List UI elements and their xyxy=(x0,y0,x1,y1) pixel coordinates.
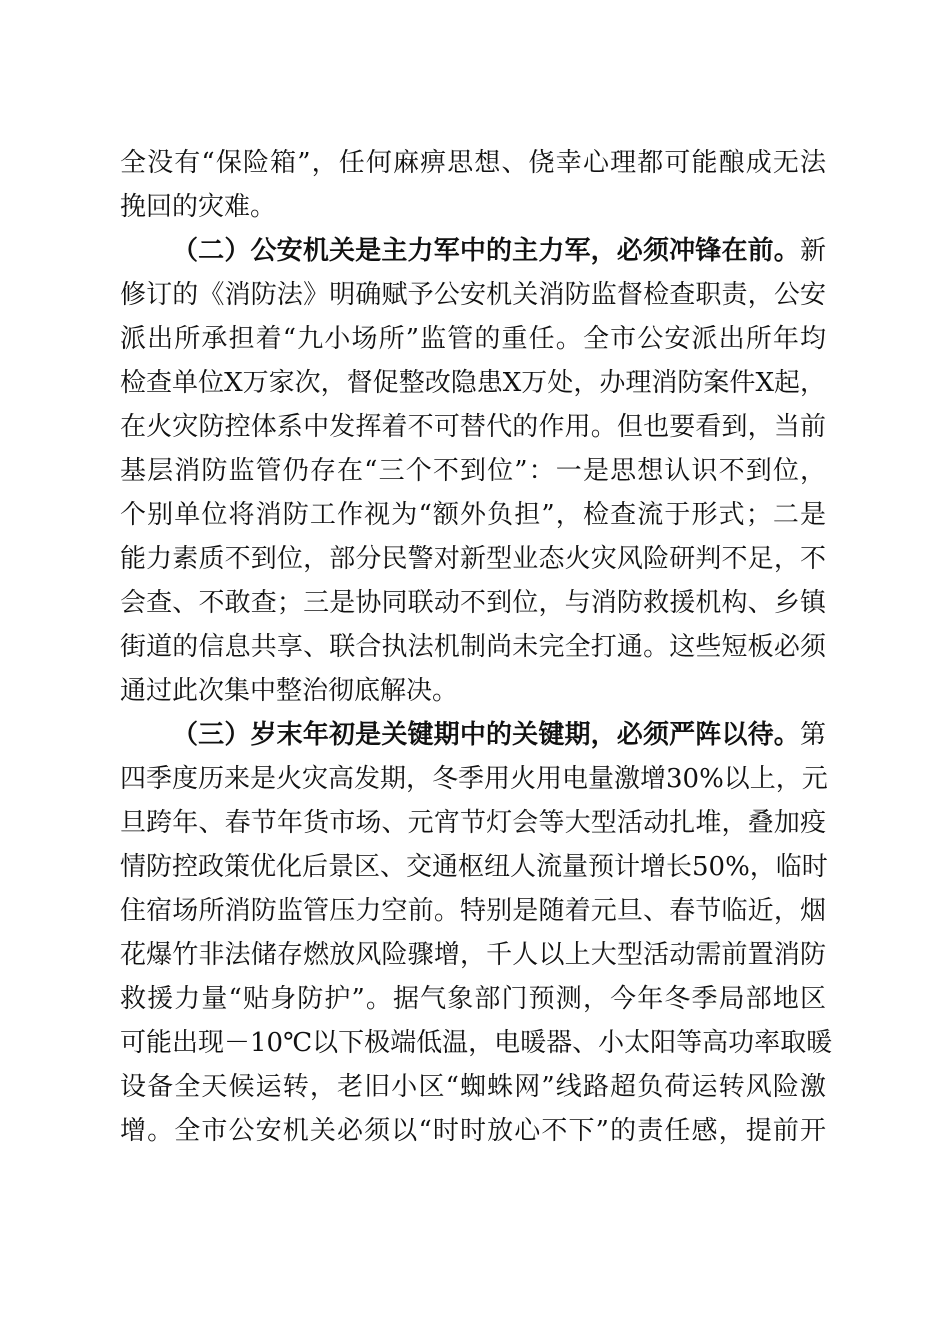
text-line: 增。全市公安机关必须以“时时放心不下”的责任感，提前开 xyxy=(120,1116,826,1146)
text-line: 个别单位将消防工作视为“额外负担”，检查流于形式；二是 xyxy=(120,500,826,530)
text-line: 派出所承担着“九小场所”监管的重任。全市公安派出所年均 xyxy=(120,324,826,354)
text-line: 能力素质不到位，部分民警对新型业态火灾风险研判不足，不 xyxy=(120,544,826,574)
text-line: 修订的《消防法》明确赋予公安机关消防监督检查职责，公安 xyxy=(120,280,826,310)
text-line: 会查、不敢查；三是协同联动不到位，与消防救援机构、乡镇 xyxy=(120,588,826,618)
text-line: 检查单位X万家次，督促整改隐患X万处，办理消防案件X起， xyxy=(120,368,826,398)
text-line: 花爆竹非法储存燃放风险骤增，千人以上大型活动需前置消防 xyxy=(120,940,826,970)
section-heading: （二）公安机关是主力军中的主力军，必须冲锋在前。 xyxy=(172,236,800,266)
text-line: 住宿场所消防监管压力空前。特别是随着元旦、春节临近，烟 xyxy=(120,896,826,926)
text-line: 设备全天候运转，老旧小区“蜘蛛网”线路超负荷运转风险激 xyxy=(120,1072,826,1102)
text-line: 挽回的灾难。 xyxy=(120,192,277,222)
text-line: 救援力量“贴身防护”。据气象部门预测，今年冬季局部地区 xyxy=(120,984,826,1014)
text-line: 街道的信息共享、联合执法机制尚未完全打通。这些短板必须 xyxy=(120,632,826,662)
text-line: 可能出现－10℃以下极端低温，电暖器、小太阳等高功率取暖 xyxy=(120,1028,833,1058)
text-run: 新 xyxy=(799,236,826,266)
text-run: 第 xyxy=(799,720,826,750)
text-line: 全没有“保险箱”，任何麻痹思想、侥幸心理都可能酿成无法 xyxy=(120,148,826,178)
paragraph-first-line xyxy=(120,229,826,273)
text-line: 旦跨年、春节年货市场、元宵节灯会等大型活动扎堆，叠加疫 xyxy=(120,808,826,838)
text-line: 通过此次集中整治彻底解决。 xyxy=(120,676,459,706)
text-line: 在火灾防控体系中发挥着不可替代的作用。但也要看到，当前 xyxy=(120,412,826,442)
document-page xyxy=(120,141,833,1153)
text-line: 情防控政策优化后景区、交通枢纽人流量预计增长50%，临时 xyxy=(120,852,828,882)
section-heading: （三）岁末年初是关键期中的关键期，必须严阵以待。 xyxy=(172,720,800,750)
text-line: 基层消防监管仍存在“三个不到位”：一是思想认识不到位， xyxy=(120,456,826,486)
text-line: 四季度历来是火灾高发期，冬季用火用电量激增30%以上，元 xyxy=(120,764,828,794)
paragraph-first-line xyxy=(120,713,826,757)
